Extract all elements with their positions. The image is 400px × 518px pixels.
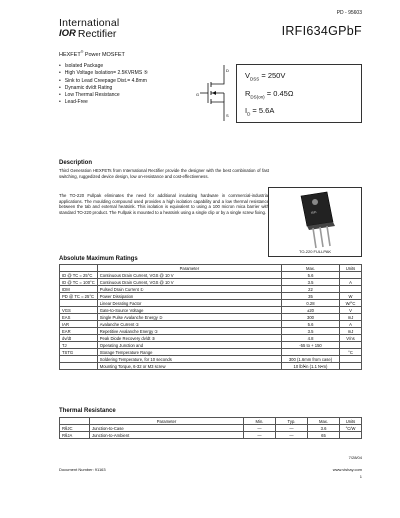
gate-label: G <box>196 92 200 97</box>
table-row: TJ Operating Junction and -55 to + 150 <box>60 342 362 349</box>
spec-vdss: $V_{DSS} = 250V$ <box>245 71 286 82</box>
table-row: IDM Pulsed Drain Current ① 22 <box>60 286 362 293</box>
company-logo <box>59 18 119 39</box>
feature-list <box>59 63 148 107</box>
logo-line-2: Rectifier <box>77 27 117 40</box>
key-specs-box <box>236 64 362 123</box>
table-row: ID @ TC = 100°C Continuous Drain Current, VGS @ 10 V 3.5 A <box>60 279 362 286</box>
feature-item: • Lead-Free <box>59 99 148 106</box>
revision-date: 7/28/04 <box>348 455 362 460</box>
table-header-row: Parameter Max. Units <box>60 265 362 272</box>
ior-logo-mark: IOR <box>59 28 76 39</box>
table-row: IAR Avalanche Current ① 5.6 A <box>60 321 362 328</box>
website: www.vishay.com <box>332 467 362 472</box>
pd-number: PD - 95603 <box>336 10 362 16</box>
feature-item: • High Voltage Isolation= 2.5KVRMS ⑤ <box>59 70 148 77</box>
abs-max-title: Absolute Maximum Ratings <box>59 256 138 262</box>
feature-item: • Low Thermal Resistance <box>59 92 148 99</box>
table-header-row: Parameter Min. Typ. Max. Units <box>60 418 362 425</box>
feature-item: • Isolated Package <box>59 63 148 70</box>
description-title: Description <box>59 160 93 166</box>
thermal-table <box>59 417 362 439</box>
drain-label: D <box>226 68 229 73</box>
feature-item: • Sink to Lead Creepage Dist.= 4.8mm <box>59 78 148 85</box>
table-row: Soldering Temperature, for 10 seconds 300 (1.6mm from case) <box>60 356 362 363</box>
table-row: TSTG Storage Temperature Range °C <box>60 349 362 356</box>
source-label: S <box>226 113 229 118</box>
table-row: ID @ TC = 25°C Continuous Drain Current, VGS @ 10 V 5.6 <box>60 272 362 279</box>
spec-id: $I_D = 5.6A$ <box>245 106 275 117</box>
part-number: IRFI634GPbF <box>281 24 362 38</box>
description-paragraph-1: Third Generation HEXFETs from International Rectifier provide the designer with the best combination of fast switching, ruggedized device design, low on-resistance and cost-effectiveness. <box>59 168 269 179</box>
feature-item: • Dynamic dv/dt Rating <box>59 85 148 92</box>
spec-rdson: $R_{DS(on)} = 0.45\Omega$ <box>245 89 294 100</box>
description-paragraph-2: The TO-220 Fullpak eliminates the need for additional insulating hardware in commercial-industrial applications. The moulding compound used provides a high isolation capability and a low thermal resistance between the tab and external heatsink. This isolation is equivalent to using a 100 micron mica barrier with standard TO-220 product. The Fullpak is mounted to a heatsink using a single clip or by a single screw fixing. <box>59 193 269 216</box>
table-row: Mounting Torque, 6-32 or M3 screw 10 lbf•in (1.1 N•m) <box>60 363 362 370</box>
package-image-box <box>268 187 362 257</box>
table-row: EAR Repetitive Avalanche Energy ① 3.5 mJ <box>60 328 362 335</box>
svg-text:IRFI: IRFI <box>310 210 317 215</box>
document-number: Document Number: 91163 <box>59 467 106 472</box>
table-row: dv/dt Peak Diode Recovery dv/dt ③ 4.8 V/ns <box>60 335 362 342</box>
table-row: Linear Derating Factor 0.28 W/°C <box>60 300 362 307</box>
mosfet-symbol-icon <box>192 63 232 123</box>
abs-max-table <box>59 264 362 370</box>
table-row: VGS Gate-to-Source Voltage ±20 V <box>60 307 362 314</box>
table-row: EAS Single Pulse Avalanche Energy ② 300 mJ <box>60 314 362 321</box>
package-label: TO-220 FULLPAK <box>298 249 332 254</box>
thermal-title: Thermal Resistance <box>59 408 116 414</box>
table-row: RθJA Junction-to-Ambient — — 65 <box>60 432 362 439</box>
page-number: 1 <box>359 474 362 479</box>
table-row: RθJC Junction-to-Case — — 3.6 °C/W <box>60 425 362 432</box>
logo-line-1: International <box>59 17 120 29</box>
product-subtitle: HEXFET® Power MOSFET <box>59 50 125 58</box>
to220-package-icon <box>269 188 363 250</box>
table-row: PD @ TC = 25°C Power Dissipation 35 W <box>60 293 362 300</box>
